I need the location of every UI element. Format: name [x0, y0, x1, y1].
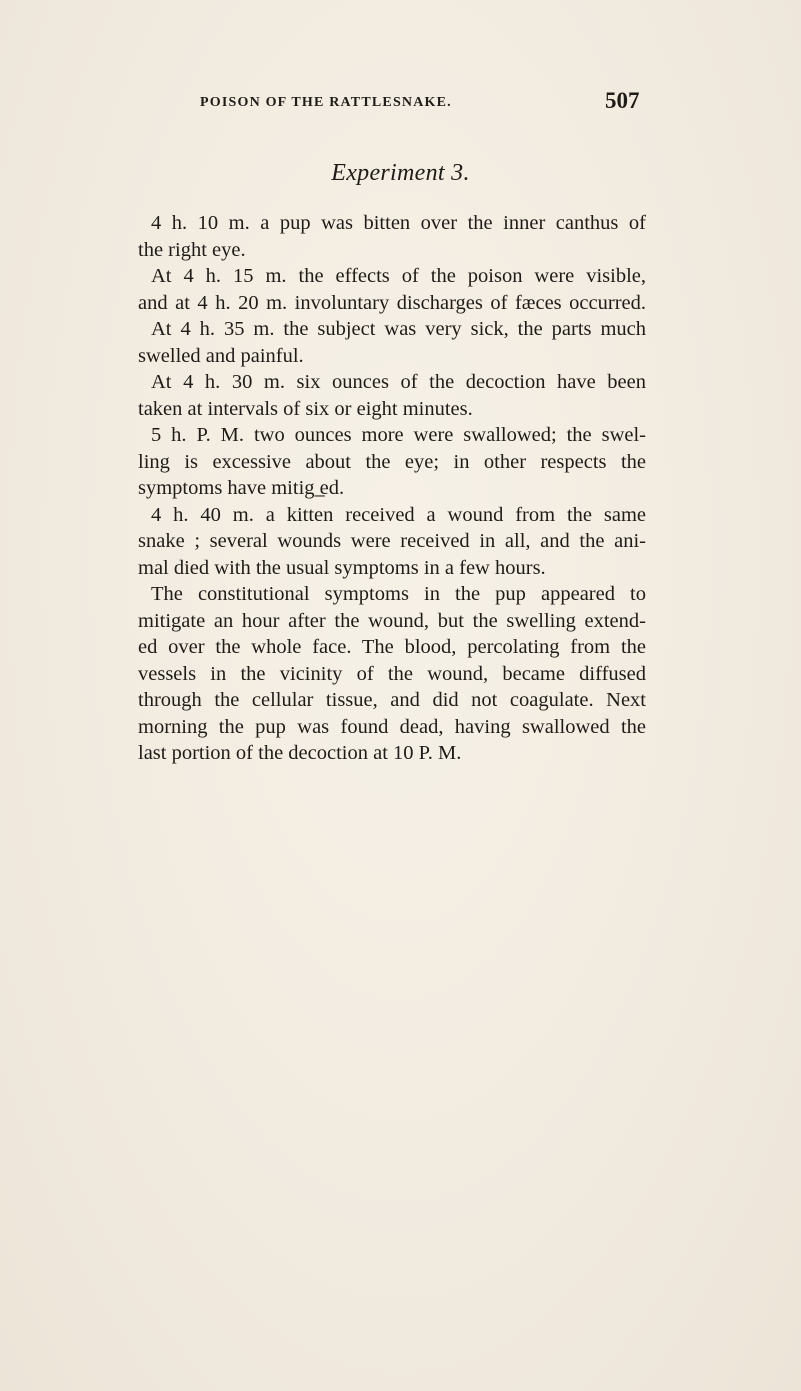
text-line: The constitutional symptoms in the pup appeared to — [151, 583, 646, 605]
text-line: taken at intervals of six or eight minutes. — [138, 397, 473, 420]
text-line: At 4 h. 30 m. six ounces of the decoction have been — [151, 371, 646, 393]
text-line: 5 h. P. M. two ounces more were swallowed; the swel- — [151, 424, 646, 446]
running-head — [0, 88, 801, 118]
running-title: POISON OF THE RATTLESNAKE. — [200, 95, 452, 110]
text-line: morning the pup was found dead, having swallowed the — [138, 715, 646, 738]
text-line: the right eye. — [138, 238, 246, 261]
text-line: last portion of the decoction at 10 P. M. — [138, 742, 462, 764]
text-line: 4 h. 10 m. a pup was bitten over the inner canthus of — [151, 212, 646, 234]
text-line: symptoms have mitig ̲ed. — [138, 477, 345, 499]
text-line: mal died with the usual symptoms in a few hours. — [138, 556, 546, 579]
section-heading: Experiment 3. — [331, 160, 470, 186]
text-line: through the cellular tissue, and did not coagulate. Next — [138, 689, 646, 711]
page-number: 507 — [605, 88, 640, 113]
text-line: At 4 h. 35 m. the subject was very sick, the parts much — [151, 318, 646, 340]
text-line: snake ; several wounds were received in all, and the ani- — [138, 530, 646, 552]
text-line: mitigate an hour after the wound, but the swelling extend- — [138, 609, 646, 632]
text-line: At 4 h. 15 m. the effects of the poison were visible, — [151, 265, 646, 287]
text-line: and at 4 h. 20 m. involuntary discharges of fæces occurred. — [138, 291, 646, 314]
body-text — [138, 210, 646, 767]
text-line: vessels in the vicinity of the wound, became diffused — [138, 662, 646, 685]
text-line: ling is excessive about the eye; in other respects the — [138, 450, 646, 473]
text-line: 4 h. 40 m. a kitten received a wound from the same — [151, 503, 646, 526]
text-line: swelled and painful. — [138, 344, 304, 367]
text-line: ed over the whole face. The blood, percolating from the — [138, 636, 646, 658]
